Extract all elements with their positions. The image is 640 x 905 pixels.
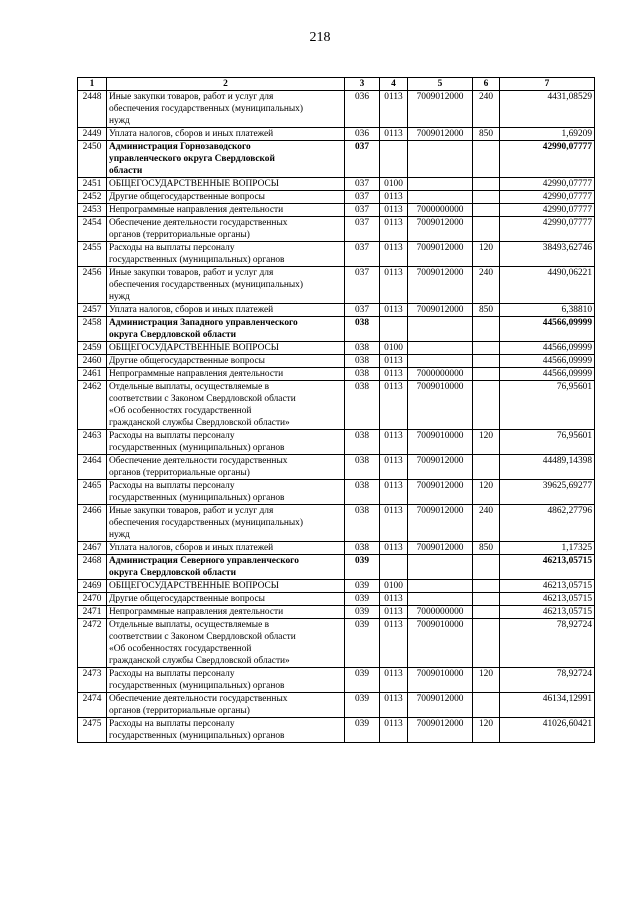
- expense-name-line: области: [109, 166, 143, 176]
- target-code-cell: 7009010000: [408, 619, 473, 668]
- amount-cell: 42990,07777: [500, 204, 595, 217]
- table-row: [78, 317, 595, 342]
- expense-name-line: нужд: [109, 116, 130, 126]
- amount-cell: 78,92724: [500, 619, 595, 668]
- amount-cell: 46213,05715: [500, 593, 595, 606]
- expense-name-line: Непрограммные направления деятельности: [109, 205, 284, 215]
- section-code-cell: 0113: [380, 191, 408, 204]
- expense-name-line: Уплата налогов, сборов и иных платежей: [109, 305, 274, 315]
- org-code-cell: 038: [345, 342, 380, 355]
- org-code-cell: 038: [345, 368, 380, 381]
- section-code-cell: 0113: [380, 204, 408, 217]
- table-row: [78, 128, 595, 141]
- expense-type-cell: 120: [473, 242, 500, 267]
- target-code-cell: 7009010000: [408, 381, 473, 430]
- expense-name-line: ОБЩЕГОСУДАРСТВЕННЫЕ ВОПРОСЫ: [109, 179, 279, 189]
- row-number-cell: 2452: [78, 191, 107, 204]
- expense-name-line: Уплата налогов, сборов и иных платежей: [109, 129, 274, 139]
- row-number-cell: 2457: [78, 304, 107, 317]
- expense-name-cell: [107, 381, 345, 430]
- expense-name-line: «Об особенностях государственной: [109, 406, 252, 416]
- table-row: [78, 480, 595, 505]
- target-code-cell: [408, 178, 473, 191]
- row-number-cell: 2458: [78, 317, 107, 342]
- section-code-cell: 0113: [380, 304, 408, 317]
- expense-name-cell: [107, 141, 345, 178]
- row-number-cell: 2459: [78, 342, 107, 355]
- row-number-cell: 2455: [78, 242, 107, 267]
- row-number-cell: 2456: [78, 267, 107, 304]
- expense-name-line: ОБЩЕГОСУДАРСТВЕННЫЕ ВОПРОСЫ: [109, 581, 279, 591]
- table-row: [78, 542, 595, 555]
- org-code-cell: 038: [345, 381, 380, 430]
- expense-name-line: гражданской службы Свердловской области»: [109, 656, 290, 666]
- expense-name-line: Отдельные выплаты, осуществляемые в: [109, 382, 270, 392]
- section-code-cell: 0113: [380, 368, 408, 381]
- amount-cell: 44489,14398: [500, 455, 595, 480]
- section-code-cell: 0100: [380, 342, 408, 355]
- target-code-cell: 7000000000: [408, 368, 473, 381]
- row-number-cell: 2462: [78, 381, 107, 430]
- column-header: 1: [78, 78, 107, 91]
- row-number-cell: 2475: [78, 718, 107, 743]
- expense-type-cell: 120: [473, 668, 500, 693]
- expense-name-line: Расходы на выплаты персоналу: [109, 481, 235, 491]
- table-row: [78, 217, 595, 242]
- expense-type-cell: 240: [473, 505, 500, 542]
- expense-name-line: «Об особенностях государственной: [109, 644, 252, 654]
- section-code-cell: 0113: [380, 242, 408, 267]
- amount-cell: 46213,05715: [500, 606, 595, 619]
- org-code-cell: 039: [345, 693, 380, 718]
- amount-cell: 44566,09999: [500, 342, 595, 355]
- expense-name-line: Другие общегосударственные вопросы: [109, 594, 265, 604]
- expense-type-cell: 850: [473, 128, 500, 141]
- org-code-cell: 037: [345, 267, 380, 304]
- section-code-cell: 0113: [380, 430, 408, 455]
- table-row: [78, 368, 595, 381]
- org-code-cell: 038: [345, 317, 380, 342]
- expense-name-cell: [107, 555, 345, 580]
- expense-name-cell: [107, 368, 345, 381]
- amount-cell: 44566,09999: [500, 368, 595, 381]
- expense-type-cell: [473, 342, 500, 355]
- expense-name-line: Иные закупки товаров, работ и услуг для: [109, 506, 274, 516]
- amount-cell: 76,95601: [500, 430, 595, 455]
- expense-type-cell: [473, 217, 500, 242]
- amount-cell: 41026,60421: [500, 718, 595, 743]
- table-row: [78, 178, 595, 191]
- org-code-cell: 039: [345, 580, 380, 593]
- row-number-cell: 2453: [78, 204, 107, 217]
- row-number-cell: 2461: [78, 368, 107, 381]
- expense-name-line: управленческого округа Свердловской: [109, 154, 275, 164]
- row-number-cell: 2450: [78, 141, 107, 178]
- section-code-cell: [380, 555, 408, 580]
- table-body: [78, 78, 595, 743]
- expense-type-cell: 120: [473, 718, 500, 743]
- table-row: [78, 606, 595, 619]
- amount-cell: 4431,08529: [500, 91, 595, 128]
- section-code-cell: [380, 317, 408, 342]
- expense-name-line: Уплата налогов, сборов и иных платежей: [109, 543, 274, 553]
- expense-name-cell: [107, 204, 345, 217]
- budget-table: [77, 77, 595, 743]
- expense-name-cell: [107, 718, 345, 743]
- table-row: [78, 718, 595, 743]
- page-number: 218: [309, 30, 331, 45]
- expense-name-line: обеспечения государственных (муниципальных): [109, 104, 303, 114]
- section-code-cell: 0113: [380, 381, 408, 430]
- org-code-cell: 039: [345, 718, 380, 743]
- table-row: [78, 455, 595, 480]
- expense-type-cell: [473, 204, 500, 217]
- section-code-cell: 0100: [380, 178, 408, 191]
- expense-name-line: государственных (муниципальных) органов: [109, 731, 285, 741]
- table-row: [78, 242, 595, 267]
- org-code-cell: 038: [345, 480, 380, 505]
- target-code-cell: [408, 191, 473, 204]
- expense-type-cell: 240: [473, 91, 500, 128]
- expense-name-line: нужд: [109, 530, 130, 540]
- row-number-cell: 2474: [78, 693, 107, 718]
- expense-type-cell: 850: [473, 304, 500, 317]
- section-code-cell: 0113: [380, 355, 408, 368]
- section-code-cell: 0113: [380, 267, 408, 304]
- section-code-cell: 0113: [380, 91, 408, 128]
- org-code-cell: 038: [345, 505, 380, 542]
- expense-name-cell: [107, 619, 345, 668]
- expense-type-cell: [473, 580, 500, 593]
- target-code-cell: 7009012000: [408, 693, 473, 718]
- table-row: [78, 342, 595, 355]
- expense-type-cell: [473, 178, 500, 191]
- amount-cell: 1,69209: [500, 128, 595, 141]
- expense-name-cell: [107, 606, 345, 619]
- expense-name-line: Иные закупки товаров, работ и услуг для: [109, 92, 274, 102]
- org-code-cell: 038: [345, 455, 380, 480]
- amount-cell: 38493,62746: [500, 242, 595, 267]
- target-code-cell: 7000000000: [408, 204, 473, 217]
- table-row: [78, 693, 595, 718]
- expense-name-line: ОБЩЕГОСУДАРСТВЕННЫЕ ВОПРОСЫ: [109, 343, 279, 353]
- target-code-cell: 7009012000: [408, 267, 473, 304]
- expense-name-cell: [107, 593, 345, 606]
- table-row: [78, 381, 595, 430]
- row-number-cell: 2467: [78, 542, 107, 555]
- target-code-cell: 7000000000: [408, 606, 473, 619]
- table-row: [78, 204, 595, 217]
- expense-type-cell: 850: [473, 542, 500, 555]
- section-code-cell: 0113: [380, 217, 408, 242]
- amount-cell: 46213,05715: [500, 555, 595, 580]
- expense-name-line: нужд: [109, 292, 130, 302]
- expense-name-cell: [107, 242, 345, 267]
- expense-name-cell: [107, 267, 345, 304]
- section-code-cell: 0113: [380, 619, 408, 668]
- expense-name-line: Расходы на выплаты персоналу: [109, 669, 235, 679]
- expense-name-line: обеспечения государственных (муниципальных): [109, 518, 303, 528]
- expense-name-line: округа Свердловской области: [109, 568, 237, 578]
- org-code-cell: 037: [345, 304, 380, 317]
- expense-type-cell: [473, 606, 500, 619]
- org-code-cell: 036: [345, 128, 380, 141]
- target-code-cell: [408, 580, 473, 593]
- column-header: 4: [380, 78, 408, 91]
- amount-cell: 39625,69277: [500, 480, 595, 505]
- target-code-cell: [408, 342, 473, 355]
- amount-cell: 42990,07777: [500, 191, 595, 204]
- target-code-cell: 7009012000: [408, 718, 473, 743]
- expense-name-cell: [107, 455, 345, 480]
- org-code-cell: 037: [345, 141, 380, 178]
- table-row: [78, 91, 595, 128]
- row-number-cell: 2466: [78, 505, 107, 542]
- target-code-cell: 7009012000: [408, 217, 473, 242]
- target-code-cell: 7009010000: [408, 668, 473, 693]
- amount-cell: 6,38810: [500, 304, 595, 317]
- table-row: [78, 191, 595, 204]
- expense-name-line: соответствии с Законом Свердловской области: [109, 394, 296, 404]
- expense-name-line: органов (территориальные органы): [109, 706, 250, 716]
- expense-name-cell: [107, 542, 345, 555]
- expense-type-cell: 120: [473, 430, 500, 455]
- expense-name-line: Обеспечение деятельности государственных: [109, 456, 288, 466]
- table-row: [78, 619, 595, 668]
- expense-type-cell: [473, 381, 500, 430]
- section-code-cell: 0113: [380, 668, 408, 693]
- expense-type-cell: [473, 593, 500, 606]
- expense-name-line: Иные закупки товаров, работ и услуг для: [109, 268, 274, 278]
- org-code-cell: 036: [345, 91, 380, 128]
- expense-name-cell: [107, 430, 345, 455]
- table-row: [78, 430, 595, 455]
- expense-name-line: округа Свердловской области: [109, 330, 237, 340]
- expense-name-line: Расходы на выплаты персоналу: [109, 243, 235, 253]
- expense-name-cell: [107, 217, 345, 242]
- amount-cell: 44566,09999: [500, 355, 595, 368]
- amount-cell: 42990,07777: [500, 217, 595, 242]
- target-code-cell: [408, 555, 473, 580]
- expense-type-cell: [473, 555, 500, 580]
- expense-name-line: Администрация Западного управленческого: [109, 318, 298, 328]
- expense-name-line: государственных (муниципальных) органов: [109, 443, 285, 453]
- expense-name-cell: [107, 480, 345, 505]
- section-code-cell: 0113: [380, 593, 408, 606]
- row-number-cell: 2454: [78, 217, 107, 242]
- expense-type-cell: [473, 619, 500, 668]
- expense-name-line: Отдельные выплаты, осуществляемые в: [109, 620, 270, 630]
- amount-cell: 4862,27796: [500, 505, 595, 542]
- section-code-cell: 0113: [380, 718, 408, 743]
- org-code-cell: 039: [345, 668, 380, 693]
- amount-cell: 1,17325: [500, 542, 595, 555]
- row-number-cell: 2460: [78, 355, 107, 368]
- expense-name-line: Расходы на выплаты персоналу: [109, 431, 235, 441]
- expense-name-line: Другие общегосударственные вопросы: [109, 356, 265, 366]
- target-code-cell: 7009012000: [408, 480, 473, 505]
- row-number-cell: 2451: [78, 178, 107, 191]
- section-code-cell: 0113: [380, 480, 408, 505]
- expense-name-cell: [107, 693, 345, 718]
- section-code-cell: 0113: [380, 693, 408, 718]
- org-code-cell: 039: [345, 555, 380, 580]
- row-number-cell: 2472: [78, 619, 107, 668]
- table-row: [78, 555, 595, 580]
- expense-name-cell: [107, 178, 345, 191]
- row-number-cell: 2463: [78, 430, 107, 455]
- org-code-cell: 037: [345, 217, 380, 242]
- org-code-cell: 039: [345, 619, 380, 668]
- target-code-cell: 7009012000: [408, 91, 473, 128]
- org-code-cell: 037: [345, 191, 380, 204]
- expense-name-cell: [107, 668, 345, 693]
- expense-type-cell: [473, 455, 500, 480]
- column-header: 5: [408, 78, 473, 91]
- expense-name-line: органов (территориальные органы): [109, 230, 250, 240]
- row-number-cell: 2473: [78, 668, 107, 693]
- row-number-cell: 2465: [78, 480, 107, 505]
- column-header: 3: [345, 78, 380, 91]
- expense-type-cell: [473, 368, 500, 381]
- table-row: [78, 668, 595, 693]
- row-number-cell: 2471: [78, 606, 107, 619]
- expense-name-cell: [107, 505, 345, 542]
- table-row: [78, 304, 595, 317]
- expense-type-cell: 120: [473, 480, 500, 505]
- org-code-cell: 038: [345, 542, 380, 555]
- row-number-cell: 2468: [78, 555, 107, 580]
- section-code-cell: 0113: [380, 505, 408, 542]
- target-code-cell: [408, 355, 473, 368]
- target-code-cell: 7009012000: [408, 542, 473, 555]
- org-code-cell: 037: [345, 178, 380, 191]
- section-code-cell: 0113: [380, 128, 408, 141]
- org-code-cell: 039: [345, 606, 380, 619]
- section-code-cell: 0113: [380, 606, 408, 619]
- target-code-cell: 7009012000: [408, 242, 473, 267]
- expense-name-cell: [107, 317, 345, 342]
- expense-type-cell: [473, 317, 500, 342]
- expense-name-line: государственных (муниципальных) органов: [109, 255, 285, 265]
- table-row: [78, 580, 595, 593]
- expense-name-line: обеспечения государственных (муниципальных): [109, 280, 303, 290]
- expense-name-line: гражданской службы Свердловской области»: [109, 418, 290, 428]
- target-code-cell: 7009012000: [408, 128, 473, 141]
- org-code-cell: 037: [345, 204, 380, 217]
- org-code-cell: 037: [345, 242, 380, 267]
- table-row: [78, 267, 595, 304]
- target-code-cell: [408, 593, 473, 606]
- expense-name-cell: [107, 191, 345, 204]
- table-row: [78, 505, 595, 542]
- target-code-cell: 7009012000: [408, 304, 473, 317]
- target-code-cell: 7009010000: [408, 430, 473, 455]
- expense-name-line: Администрация Горнозаводского: [109, 142, 251, 152]
- row-number-cell: 2469: [78, 580, 107, 593]
- expense-name-cell: [107, 580, 345, 593]
- expense-type-cell: [473, 141, 500, 178]
- target-code-cell: [408, 141, 473, 178]
- org-code-cell: 039: [345, 593, 380, 606]
- expense-name-cell: [107, 355, 345, 368]
- section-code-cell: [380, 141, 408, 178]
- column-header: 7: [500, 78, 595, 91]
- table-row: [78, 141, 595, 178]
- row-number-cell: 2470: [78, 593, 107, 606]
- expense-name-cell: [107, 128, 345, 141]
- section-code-cell: 0113: [380, 542, 408, 555]
- target-code-cell: 7009012000: [408, 455, 473, 480]
- amount-cell: 44566,09999: [500, 317, 595, 342]
- table-row: [78, 355, 595, 368]
- column-header: 6: [473, 78, 500, 91]
- row-number-cell: 2449: [78, 128, 107, 141]
- expense-name-cell: [107, 91, 345, 128]
- expense-name-line: государственных (муниципальных) органов: [109, 681, 285, 691]
- expense-name-line: Непрограммные направления деятельности: [109, 607, 284, 617]
- expense-name-cell: [107, 304, 345, 317]
- amount-cell: 4490,06221: [500, 267, 595, 304]
- org-code-cell: 038: [345, 355, 380, 368]
- row-number-cell: 2464: [78, 455, 107, 480]
- table-row: [78, 593, 595, 606]
- expense-name-line: Расходы на выплаты персоналу: [109, 719, 235, 729]
- expense-name-line: соответствии с Законом Свердловской области: [109, 632, 296, 642]
- target-code-cell: [408, 317, 473, 342]
- expense-name-line: Обеспечение деятельности государственных: [109, 694, 288, 704]
- amount-cell: 46213,05715: [500, 580, 595, 593]
- row-number-cell: 2448: [78, 91, 107, 128]
- expense-name-line: Непрограммные направления деятельности: [109, 369, 284, 379]
- expense-name-line: Обеспечение деятельности государственных: [109, 218, 288, 228]
- expense-type-cell: [473, 355, 500, 368]
- table-header-row: [78, 78, 595, 91]
- expense-type-cell: [473, 191, 500, 204]
- amount-cell: 42990,07777: [500, 178, 595, 191]
- expense-name-line: органов (территориальные органы): [109, 468, 250, 478]
- amount-cell: 46134,12991: [500, 693, 595, 718]
- target-code-cell: 7009012000: [408, 505, 473, 542]
- expense-name-line: государственных (муниципальных) органов: [109, 493, 285, 503]
- expense-type-cell: [473, 693, 500, 718]
- expense-name-line: Другие общегосударственные вопросы: [109, 192, 265, 202]
- expense-name-cell: [107, 342, 345, 355]
- amount-cell: 42990,07777: [500, 141, 595, 178]
- section-code-cell: 0113: [380, 455, 408, 480]
- expense-name-line: Администрация Северного управленческого: [109, 556, 299, 566]
- amount-cell: 78,92724: [500, 668, 595, 693]
- amount-cell: 76,95601: [500, 381, 595, 430]
- column-header: 2: [107, 78, 345, 91]
- org-code-cell: 038: [345, 430, 380, 455]
- expense-type-cell: 240: [473, 267, 500, 304]
- section-code-cell: 0100: [380, 580, 408, 593]
